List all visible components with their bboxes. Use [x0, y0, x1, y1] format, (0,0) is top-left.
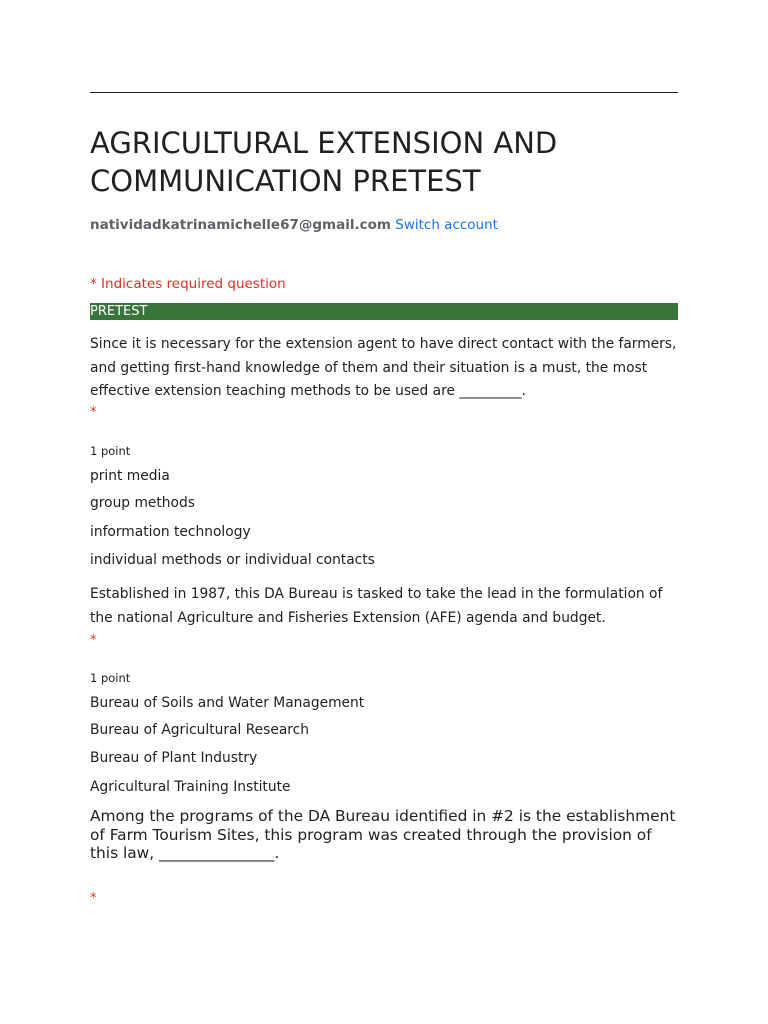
question-3-text: Among the programs of the DA Bureau identified in #2 is the establishment of Farm Tourism Sites, this program was created through the provision of this law, _______________.	[90, 807, 676, 862]
question-2-option-3[interactable]: Bureau of Plant Industry	[90, 750, 258, 766]
question-2-required-mark: *	[90, 633, 97, 648]
account-email: natividadkatrinamichelle67@gmail.com	[90, 217, 391, 233]
form-title	[90, 124, 678, 200]
question-1-option-1[interactable]: print media	[90, 468, 170, 484]
section-header: PRETEST	[90, 303, 678, 320]
form-title-line-2: COMMUNICATION PRETEST	[90, 164, 481, 198]
question-1-option-4[interactable]: individual methods or individual contacts	[90, 552, 375, 568]
question-2-option-1[interactable]: Bureau of Soils and Water Management	[90, 695, 365, 711]
question-2-option-4[interactable]: Agricultural Training Institute	[90, 779, 291, 795]
question-3-required-mark: *	[90, 891, 97, 906]
question-1-option-2[interactable]: group methods	[90, 495, 195, 511]
question-2-option-2[interactable]: Bureau of Agricultural Research	[90, 722, 309, 738]
question-2-points: 1 point	[90, 671, 131, 685]
question-2-text: Established in 1987, this DA Bureau is tasked to take the lead in the formulation of the national Agriculture and Fisheries Extension (AFE) agenda and budget.	[90, 586, 663, 626]
form-title-line-1: AGRICULTURAL EXTENSION AND	[90, 126, 558, 160]
question-1-option-3[interactable]: information technology	[90, 524, 251, 540]
account-info	[90, 216, 498, 234]
question-1-points: 1 point	[90, 444, 131, 458]
question-1-text: Since it is necessary for the extension agent to have direct contact with the farmers, and getting first-hand knowledge of them and their situation is a must, the most effective extension teaching methods to be used are _________.	[90, 336, 677, 399]
top-divider	[90, 92, 678, 93]
switch-account-link[interactable]: Switch account	[395, 217, 498, 233]
required-question-note: * Indicates required question	[90, 276, 286, 292]
question-1-required-mark: *	[90, 405, 97, 420]
